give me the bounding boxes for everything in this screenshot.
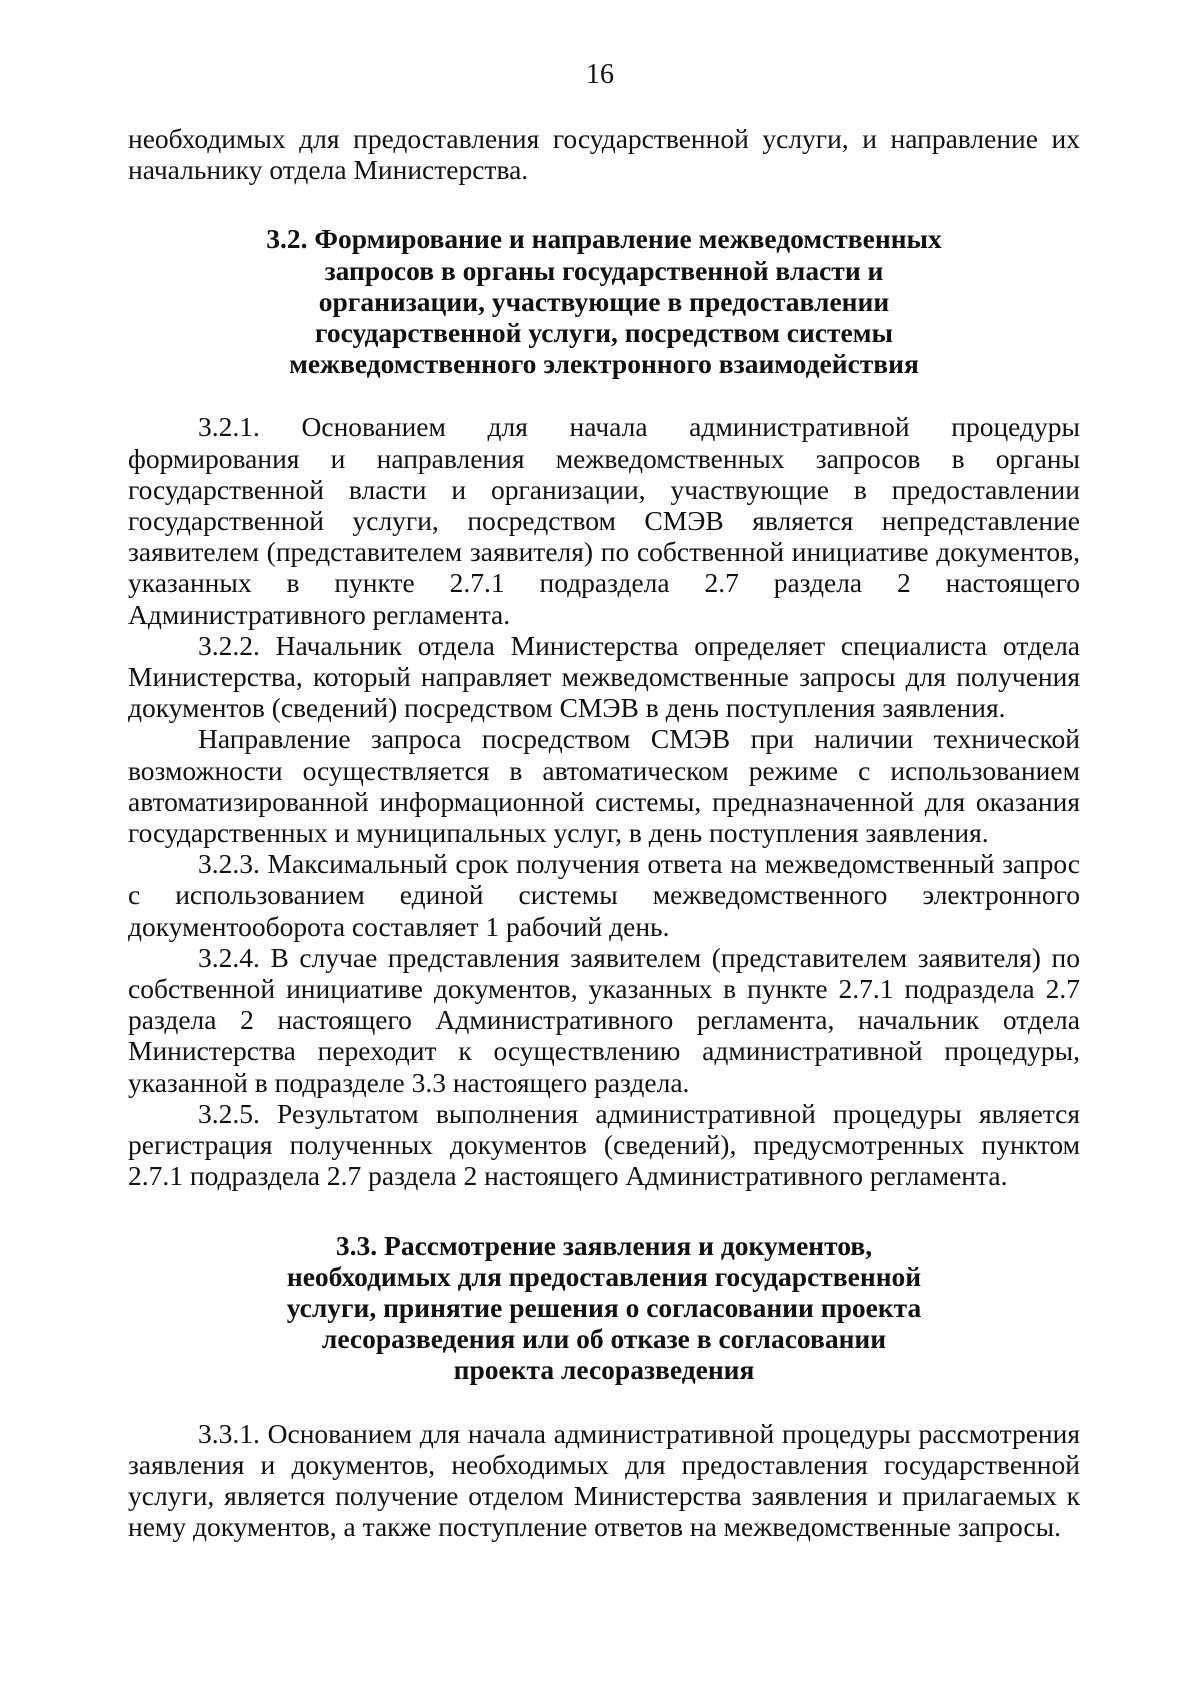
heading-line: лесоразведения или об отказе в согласовании bbox=[321, 1323, 887, 1355]
spacer bbox=[128, 1192, 1080, 1230]
heading-line: 3.2. Формирование и направление межведомственных bbox=[266, 223, 942, 255]
heading-line: межведомственного электронного взаимодействия bbox=[289, 348, 919, 380]
spacer bbox=[128, 379, 1080, 411]
section-3-2-heading bbox=[128, 223, 1080, 379]
paragraph-3-2-3: 3.2.3. Максимальный срок получения ответа на межведомственный запрос с использованием единой системы межведомственного электронного документооборота составляет 1 рабочий день. bbox=[128, 848, 1080, 942]
heading-line: услуги, принятие решения о согласовании проекта bbox=[286, 1291, 922, 1323]
heading-line: запросов в органы государственной власти и bbox=[324, 254, 884, 286]
heading-line: необходимых для предоставления государственной bbox=[286, 1260, 922, 1292]
page-number: 16 bbox=[586, 59, 614, 90]
heading-line: государственной услуги, посредством системы bbox=[315, 317, 893, 349]
paragraph-3-3-1: 3.3.1. Основанием для начала административной процедуры рассмотрения заявления и документов, необходимых для предоставления государственной услуги, является получение отделом Министерства заявления и прилагаемых к нему документов, а также поступление ответов на межведомственные запросы. bbox=[128, 1417, 1080, 1543]
section-3-3-heading bbox=[128, 1230, 1080, 1386]
spacer bbox=[128, 185, 1080, 223]
paragraph-3-2-5: 3.2.5. Результатом выполнения административной процедуры является регистрация полученных документов (сведений), предусмотренных пунктом 2.7.1 подраздела 2.7 раздела 2 настоящего Административного регламента. bbox=[128, 1097, 1080, 1192]
spacer bbox=[128, 1386, 1080, 1418]
document-body bbox=[128, 123, 1080, 1542]
heading-line: организации, участвующие в предоставлении bbox=[318, 285, 890, 317]
continuation-paragraph: необходимых для предоставления государственной услуги, и направление их начальнику отдела Министерства. bbox=[128, 123, 1080, 186]
heading-line: проекта лесоразведения bbox=[453, 1354, 755, 1386]
paragraph-3-2-2: 3.2.2. Начальник отдела Министерства определяет специалиста отдела Министерства, который направляет межведомственные запросы для получения документов (сведений) посредством СМЭВ в день поступления заявления. bbox=[128, 629, 1080, 724]
heading-line: 3.3. Рассмотрение заявления и документов, bbox=[335, 1229, 873, 1261]
paragraph-3-2-1: 3.2.1. Основанием для начала административной процедуры формирования и направления межведомственных запросов в органы государственной власти и организации, участвующие в предоставлении государственной услуги, посредством СМЭВ является непредставление заявителем (представителем заявителя) по собственной инициативе документов, указанных в пункте 2.7.1 подраздела 2.7 раздела 2 настоящего Административного регламента. bbox=[128, 411, 1080, 630]
paragraph-3-2-4: 3.2.4. В случае представления заявителем (представителем заявителя) по собственной инициативе документов, указанных в пункте 2.7.1 подраздела 2.7 раздела 2 настоящего Административного регламента, начальник отдела Министерства переходит к осуществлению административной процедуры, указанной в подразделе 3.3 настоящего раздела. bbox=[128, 941, 1080, 1098]
paragraph-3-2-2-continued: Направление запроса посредством СМЭВ при наличии технической возможности осуществляется в автоматическом режиме с использованием автоматизированной информационной системы, предназначенной для оказания государственных и муниципальных услуг, в день поступления заявления. bbox=[128, 723, 1080, 849]
